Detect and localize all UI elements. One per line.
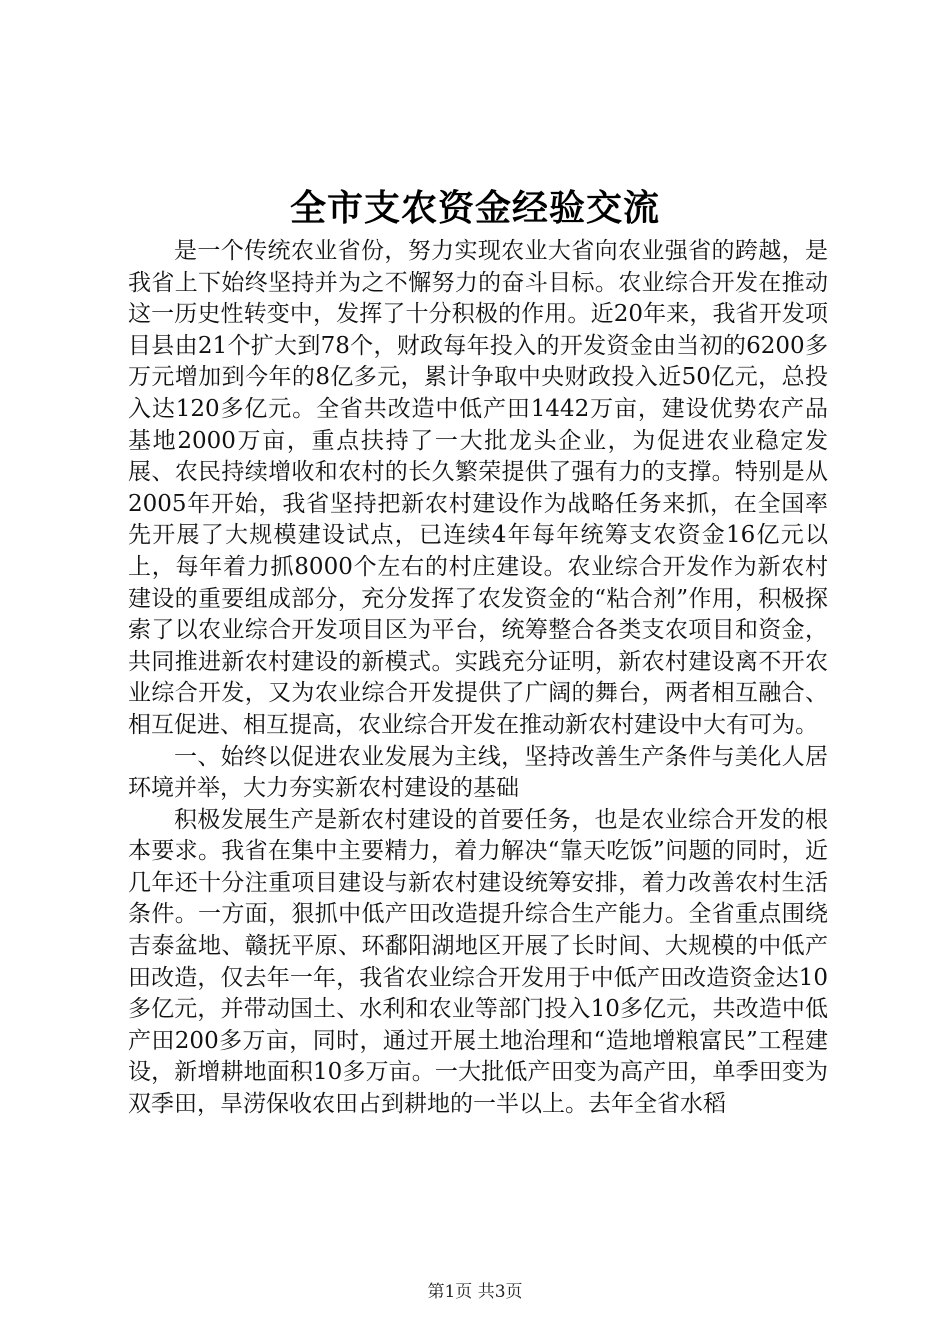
paragraph-section-1: 积极发展生产是新农村建设的首要任务，也是农业综合开发的根本要求。我省在集中主要精力，着力解决“靠天吃饭”问题的同时，近几年还十分注重项目建设与新农村建设统筹安排，着力改善农村生活条件。一方面，狠抓中低产田改造提升综合生产能力。全省重点围绕吉泰盆地、赣抚平原、环鄱阳湖地区开展了长时间、大规模的中低产田改造，仅去年一年，我省农业综合开发用于中低产田改造资金达10多亿元，并带动国土、水利和农业等部门投入10多亿元，共改造中低产田200多万亩，同时，通过开展土地治理和“造地增粮富民”工程建设，新增耕地面积10多万亩。一大批低产田变为高产田，单季田变为双季田，旱涝保收农田占到耕地的一半以上。去年全省水稻 [128, 806, 828, 1118]
paragraph-intro: 是一个传统农业省份，努力实现农业大省向农业强省的跨越，是我省上下始终坚持并为之不懈努力的奋斗目标。农业综合开发在推动这一历史性转变中，发挥了十分积极的作用。近20年来，我省开发项目县由21个扩大到78个，财政每年投入的开发资金由当初的6200多万元增加到今年的8亿多元，累计争取中央财政投入近50亿元，总投入达120多亿元。全省共改造中低产田1442万亩，建设优势农产品基地2000万亩，重点扶持了一大批龙头企业，为促进农业稳定发展、农民持续增收和农村的长久繁荣提供了强有力的支撑。特别是从2005年开始，我省坚持把新农村建设作为战略任务来抓，在全国率先开展了大规模建设试点，已连续4年每年统筹支农资金16亿元以上，每年着力抓8000个左右的村庄建设。农业综合开发作为新农村建设的重要组成部分，充分发挥了农发资金的“粘合剂”作用，积极探索了以农业综合开发项目区为平台，统筹整合各类支农项目和资金，共同推进新农村建设的新模式。实践充分证明，新农村建设离不开农业综合开发，又为农业综合开发提供了广阔的舞台，两者相互融合、相互促进、相互提高，农业综合开发在推动新农村建设中大有可为。 [128, 238, 828, 738]
page-number: 第1页 共3页 [427, 1282, 523, 1302]
document-title: 全市支农资金经验交流 [289, 187, 660, 229]
document-body [128, 236, 828, 1121]
section-heading-1: 一、始终以促进农业发展为主线，坚持改善生产条件与美化人居环境并举，大力夯实新农村建设的基础 [128, 743, 828, 802]
